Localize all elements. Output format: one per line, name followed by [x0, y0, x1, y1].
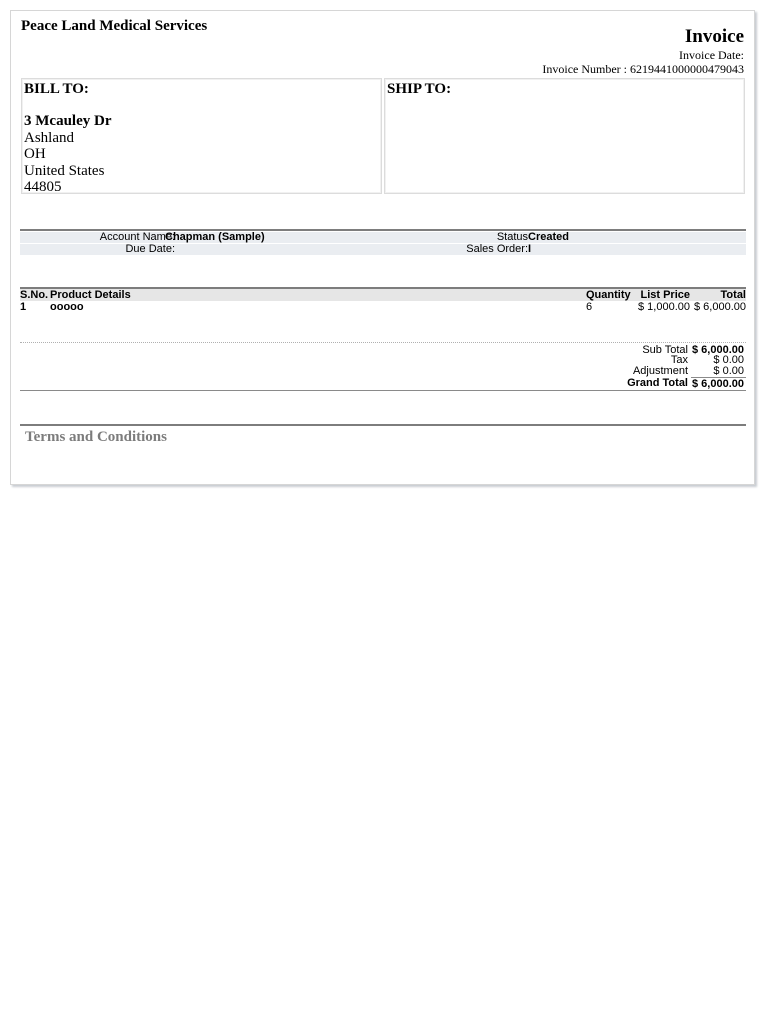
invoice-document — [10, 10, 755, 485]
adjustment-label: Adjustment — [632, 365, 688, 377]
due-date-label: Due Date: — [125, 243, 175, 255]
invoice-date: Invoice Date: — [679, 48, 744, 62]
terms-heading: Terms and Conditions — [25, 429, 167, 445]
tax-value: $ 0.00 — [713, 354, 744, 366]
due-date-row — [20, 244, 383, 255]
status-row — [383, 232, 746, 243]
sub-total-value: $ 6,000.00 — [692, 344, 744, 356]
header-list-price: List Price — [640, 289, 690, 301]
row-list-price: $ 1,000.00 — [638, 301, 690, 313]
invoice-title: Invoice — [684, 26, 744, 47]
invoice-number: Invoice Number : 6219441000000479043 — [542, 62, 744, 76]
header-total: Total — [720, 289, 746, 301]
row-product: ooooo — [50, 301, 84, 313]
ship-to-box — [384, 78, 745, 194]
account-name-label: Account Name: — [99, 231, 175, 243]
ship-to-heading: SHIP TO: — [387, 81, 452, 97]
row-quantity: 6 — [586, 301, 593, 313]
summary-divider — [20, 390, 746, 391]
bill-to-box — [21, 78, 382, 194]
status-label: Status — [496, 231, 528, 243]
bill-to-street: 3 Mcauley Dr — [24, 113, 112, 129]
bill-to-country: United States — [24, 162, 105, 179]
tax-label: Tax — [670, 354, 688, 366]
account-name-value: Chapman (Sample) — [165, 231, 265, 243]
sales-order-value: I — [528, 243, 532, 255]
sales-order-label: Sales Order: — [466, 243, 528, 255]
items-end-divider — [20, 342, 746, 343]
header-quantity: Quantity — [586, 289, 631, 301]
status-value: Created — [528, 231, 569, 243]
header-product: Product Details — [50, 289, 131, 301]
row-total: $ 6,000.00 — [694, 301, 746, 313]
sub-total-label: Sub Total — [642, 344, 688, 356]
grand-total-value: $ 6,000.00 — [692, 378, 744, 390]
bill-to-state: OH — [24, 146, 46, 162]
header-sno: S.No. — [20, 289, 49, 301]
terms-divider — [20, 424, 746, 426]
bill-to-zip: 44805 — [24, 179, 62, 195]
row-sno: 1 — [20, 301, 27, 313]
bill-to-city: Ashland — [24, 129, 74, 146]
adjustment-value: $ 0.00 — [713, 365, 744, 377]
bill-to-heading: BILL TO: — [24, 81, 89, 97]
table-row — [20, 301, 746, 313]
items-header-row — [20, 289, 746, 301]
account-name-row — [20, 232, 383, 243]
grand-total-label: Grand Total — [627, 377, 688, 389]
company-name: Peace Land Medical Services — [21, 18, 208, 34]
sales-order-row — [383, 244, 746, 255]
